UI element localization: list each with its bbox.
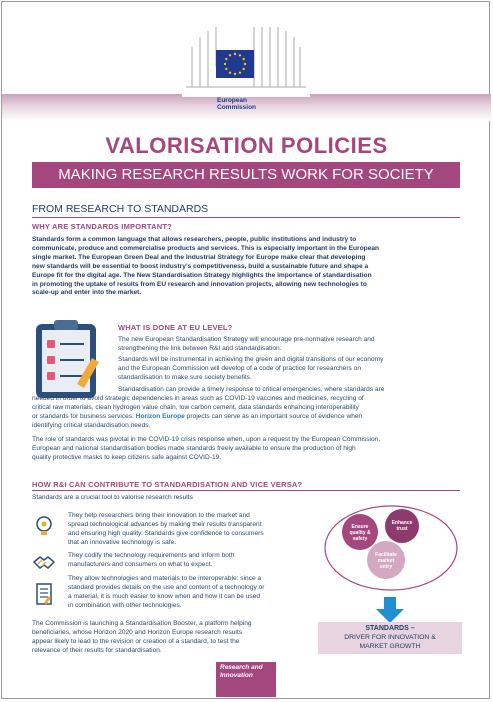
research-innovation-tag: Research and Innovation	[216, 662, 276, 697]
section-heading: FROM RESEARCH TO STANDARDS	[32, 203, 209, 215]
eu-paragraph-1: The new European Standardisation Strategy will encourage pre-normative research and strengthening the link between R&I and standardisation.	[118, 336, 375, 352]
lightbulb-gear-icon	[32, 514, 56, 538]
how-heading: HOW R&I CAN CONTRIBUTE TO STANDARDISATION AND VICE VERSA?	[32, 480, 303, 489]
document-list-icon	[32, 582, 56, 606]
eu-paragraph-4: The role of standards was pivotal in the COVID-19 crisis response when, upon a request by the European Commission, European and national standardisation bodies made standards freely available to ensure the production of high quality protective masks to keep citizens safe against COVID-19.	[32, 436, 381, 461]
berlaymont-building-icon	[182, 17, 310, 97]
how-rule	[32, 490, 460, 491]
logo-text: European Commission	[217, 97, 257, 111]
outcome-title: STANDARDS –	[365, 625, 415, 632]
svg-text:Ensure: Ensure	[351, 524, 369, 530]
how-closing: The Commission is launching a Standardisation Booster, a platform helping beneficiaries, whose Horizon 2020 and Horizon Europe research results appear likely to lead to the revision or creation of a standard, to test the relevance of their results for standardisation.	[32, 620, 252, 654]
svg-text:quality &: quality &	[349, 530, 371, 536]
handshake-icon	[32, 550, 56, 574]
how-item-3: They allow technologies and materials to be interoperable: since a standard provides details on the use and content of a technology or a material, it is much easier to know when and how it can be used in combination with other technologies.	[68, 575, 265, 609]
european-commission-logo	[182, 17, 310, 113]
eu-paragraph-2: Standards will be instrumental in achieving the green and digital transitions of our economy and the European Commission will develop of a code of practice for researchers on standardisation to make sure society benefits.	[118, 356, 384, 381]
page-title: VALORISATION POLICIES	[105, 133, 388, 158]
down-arrow-icon	[374, 597, 406, 623]
clipboard-checklist-icon	[30, 318, 106, 400]
svg-text:entry: entry	[379, 564, 393, 570]
svg-text:market: market	[377, 558, 395, 564]
why-heading: WHY ARE STANDARDS IMPORTANT?	[32, 222, 172, 231]
outcome-box	[318, 622, 462, 654]
why-paragraph: Standards form a common language that allows researchers, people, public institutions and industry to communicate, produce and commercialise products and services. This is especially important in the European single market. The European Green Deal and the Industrial Strategy for Europe make clear that developing new standards will be essential to boost industry’s competitiveness, build a sustainable future and shape a Europe fit for the digital age. The New Standardisation Strategy highlights the importance of standardisation in promoting the uptake of results from EU research and innovation projects, allowing new technologies to scale-up and enter into the market.	[32, 236, 380, 297]
standards-diagram	[322, 502, 460, 594]
svg-text:trust: trust	[396, 526, 408, 532]
how-item-2: They codify the technology requirements and inform both manufacturers and consumers on what to expect.	[68, 552, 235, 568]
how-item-1: They help researchers bring their innovation to the market and spread technological advances by making their results transparent and ensuring high quality. Standards give confidence to consumers that an innovative technology is safe.	[68, 512, 264, 546]
section-rule	[32, 217, 460, 218]
subtitle-bar: MAKING RESEARCH RESULTS WORK FOR SOCIETY	[32, 162, 460, 188]
outcome-subtitle: DRIVER FOR INNOVATION & MARKET GROWTH	[344, 634, 436, 650]
svg-text:Facilitate: Facilitate	[375, 552, 397, 558]
eu-heading: WHAT IS DONE AT EU LEVEL?	[118, 323, 233, 332]
svg-text:safety: safety	[352, 536, 368, 542]
svg-text:Enhance: Enhance	[391, 520, 413, 526]
how-intro: Standards are a crucial tool to valorise research results	[32, 494, 193, 501]
eu-paragraph-3: needed in order to avoid strategic dependencies in areas such as COVID-19 vaccines and medicines, recycling of critical raw materials, clean hydrogen value chain, low carbon cement, data standards enhancing interoperability or standards for business services. Horizon Europe projects can serve as an important source of evidence when identifying critical standardisation needs.	[32, 395, 364, 429]
eu-paragraph-3-first: Standardisation can provide a timely response to critical emergencies, where standards are	[118, 386, 385, 393]
horizon-europe-highlight: Horizon Europe	[135, 412, 185, 420]
